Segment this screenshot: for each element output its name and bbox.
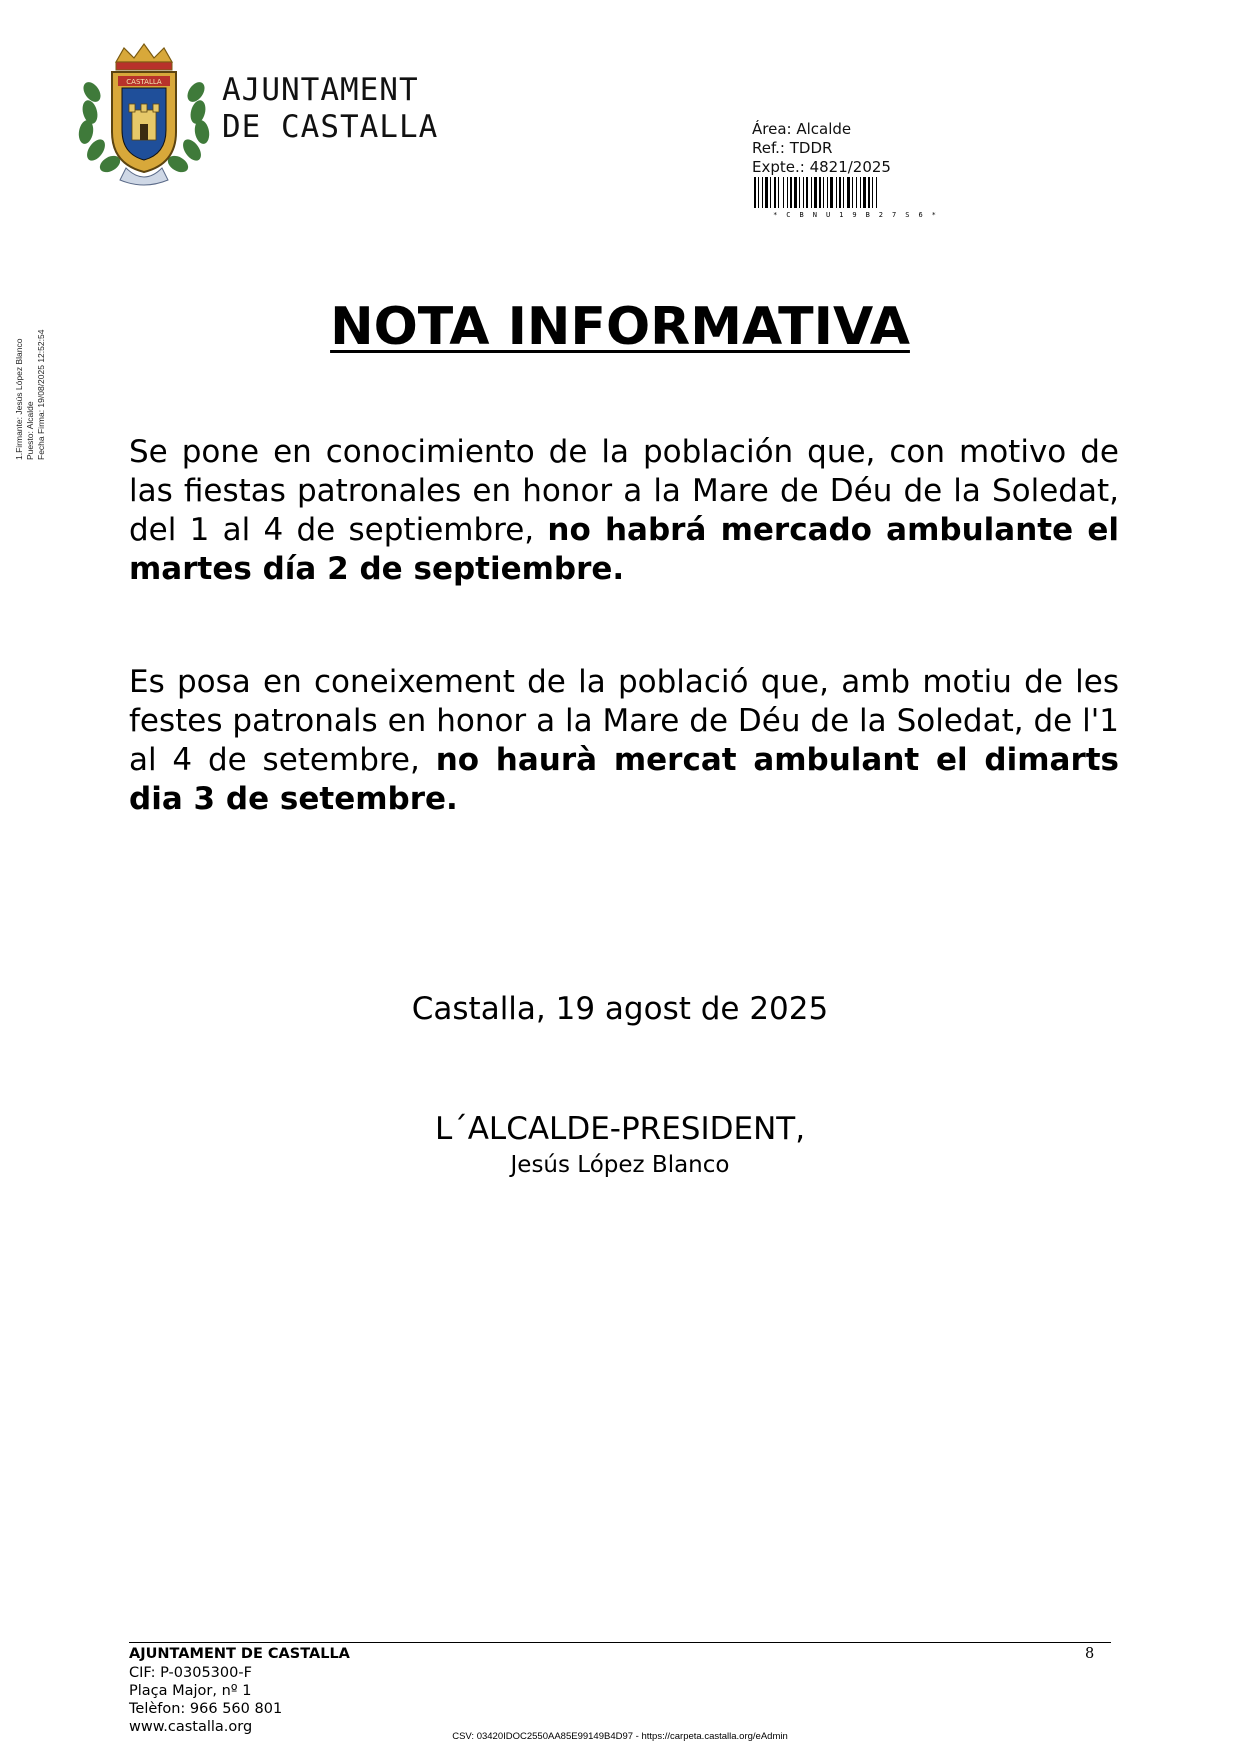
barcode-bar: [876, 177, 877, 208]
stamp-date: Fecha Firma: 19/08/2025 12:52:54: [36, 329, 46, 460]
stamp-signer: 1.Firmante: Jesús López Blanco: [14, 338, 24, 460]
footer-csv-verification: CSV: 03420IDOC2550AA85E99149B4D97 - https://carpeta.castalla.org/eAdmin: [452, 1731, 788, 1742]
barcode-bar: [783, 177, 784, 208]
barcode-bar: [836, 177, 837, 208]
barcode-bar: [799, 177, 800, 208]
wordmark-line-1: AJUNTAMENT: [222, 72, 419, 108]
paragraph-catalan-emphasis: no haurà mercat ambulant el dimarts dia 3 de setembre.: [129, 742, 1119, 817]
barcode-bar: [856, 177, 857, 208]
footer-cif: CIF: P-0305300-F: [129, 1665, 252, 1681]
barcode-bar: [803, 177, 804, 208]
footer-divider: [129, 1642, 1111, 1643]
paragraph-spanish: [129, 433, 1119, 589]
footer-organization: AJUNTAMENT DE CASTALLA: [129, 1646, 350, 1662]
barcode-bar: [787, 177, 788, 208]
barcode-bar: [758, 177, 759, 208]
barcode-bar: [811, 177, 812, 208]
barcode-bar: [754, 177, 756, 208]
barcode-bar: [843, 177, 844, 208]
barcode-bar: [830, 177, 833, 208]
barcode-bar: [823, 177, 824, 208]
barcode-bar: [839, 177, 841, 208]
document-title: [129, 296, 1111, 358]
barcode-bar: [765, 177, 768, 208]
signer-name: Jesús López Blanco: [510, 1152, 730, 1178]
footer-website[interactable]: www.castalla.org: [129, 1719, 253, 1735]
stamp-position: Puesto: Alcalde: [25, 401, 35, 460]
barcode-bar: [774, 177, 776, 208]
barcode-text: *CBNU19B27S6*: [773, 211, 945, 219]
organization-wordmark: [222, 72, 438, 146]
paragraph-catalan-text: Es posa en coneixement de la població que, amb motiu de les festes patronals en honor a la Mare de Déu de la Soledat, de l'1 al 4 de setembre,: [129, 664, 1119, 778]
document-metadata: [752, 120, 891, 177]
barcode-bar: [790, 177, 792, 208]
document-title-text: NOTA INFORMATIVA: [330, 297, 910, 357]
place-and-date: Castalla, 19 agost de 2025: [411, 991, 829, 1027]
paragraph-spanish-emphasis: no habrá mercado ambulante el martes día 2 de septiembre.: [129, 512, 1119, 587]
area-label: Área: Alcalde: [752, 120, 852, 138]
coat-of-arms-logo: [76, 40, 212, 186]
barcode-bar: [770, 177, 771, 208]
wordmark-line-2: DE CASTALLA: [222, 109, 439, 145]
crest-banner-text: CASTALLA: [126, 78, 162, 86]
barcode-bar: [814, 177, 817, 208]
barcode-bar: [863, 177, 866, 208]
barcode-bar: [778, 177, 779, 208]
footer-address: Plaça Major, nº 1: [129, 1683, 252, 1699]
barcode-bar: [852, 177, 853, 208]
reference-label: Ref.: TDDR: [752, 139, 833, 157]
barcode-bar: [827, 177, 828, 208]
footer-contact: [129, 1664, 282, 1736]
paragraph-spanish-text: Se pone en conocimiento de la población que, con motivo de las fiestas patronales en honor a la Mare de Déu de la Soledat, del 1 al 4 de septiembre,: [129, 434, 1119, 548]
footer-phone: Telèfon: 966 560 801: [129, 1701, 283, 1717]
file-number-label: Expte.: 4821/2025: [752, 158, 891, 176]
barcode-bar: [847, 177, 850, 208]
barcode-bar: [794, 177, 797, 208]
barcode-bar: [868, 177, 870, 208]
barcode-bar: [819, 177, 821, 208]
barcode-bar: [806, 177, 808, 208]
barcode-bar: [762, 177, 763, 208]
page-number: 8: [1085, 1646, 1095, 1662]
digital-signature-stamp: [14, 260, 47, 460]
barcode: [752, 177, 966, 219]
barcode-bar: [860, 177, 861, 208]
signer-title: L´ALCALDE-PRESIDENT,: [434, 1111, 806, 1147]
barcode-bar: [872, 177, 873, 208]
paragraph-catalan: [129, 663, 1119, 819]
